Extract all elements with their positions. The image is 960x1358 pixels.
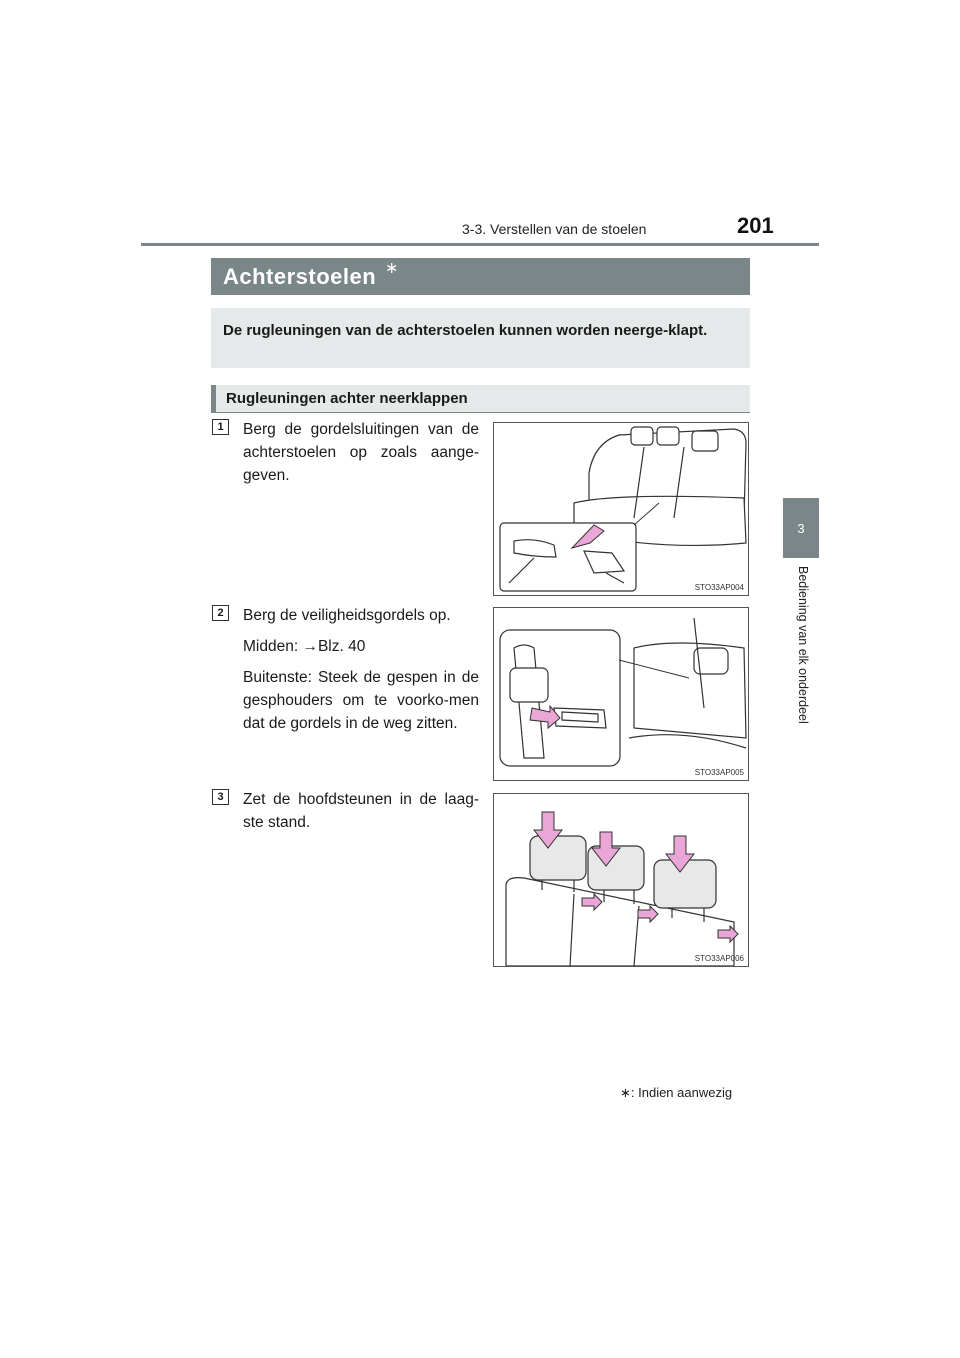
step-2-paragraph-1: Berg de veiligheidsgordels op. <box>243 607 451 624</box>
figure-seat-belt-holder <box>493 607 749 781</box>
figure-code: STO33AP005 <box>694 768 744 777</box>
figure-code: STO33AP004 <box>694 583 744 592</box>
section-title: Achterstoelen <box>223 264 377 289</box>
headrest-illustration <box>494 794 749 967</box>
step-number-1: 1 <box>212 419 229 435</box>
subsection-heading <box>211 385 750 413</box>
figure-seat-belt-buckles <box>493 422 749 596</box>
chapter-header: 3-3. Verstellen van de stoelen <box>462 221 647 237</box>
belt-holder-illustration <box>494 608 749 781</box>
header-divider <box>141 243 819 246</box>
step-2-paragraph-3: Buitenste: Steek de gespen in de gesphouders om te voorko-men dat de gordels in de weg zitten. <box>243 669 479 732</box>
step-2-text <box>243 604 479 743</box>
footnote: ∗: Indien aanwezig <box>620 1085 733 1100</box>
chapter-tab-number: 3 <box>797 520 805 536</box>
subsection-title: Rugleuningen achter neerklappen <box>226 390 468 407</box>
intro-box <box>211 308 750 368</box>
figure-code: STO33AP006 <box>694 954 744 963</box>
chapter-tab <box>783 498 819 558</box>
step-3-text <box>243 788 479 842</box>
step-1-paragraph: Berg de gordelsluitingen van de achterstoelen op zoals aange-geven. <box>243 421 479 484</box>
section-title-bar <box>211 258 750 295</box>
step-3-paragraph: Zet de hoofdsteunen in de laag-ste stand. <box>243 791 479 831</box>
seat-buckle-illustration <box>494 423 749 596</box>
step-2-paragraph-2: Midden: →Blz. 40 <box>243 638 366 655</box>
page-number: 201 <box>737 213 774 238</box>
step-number-3: 3 <box>212 789 229 805</box>
step-1-text <box>243 418 479 495</box>
intro-text: De rugleuningen van de achterstoelen kunnen worden neerge-klapt. <box>223 322 708 339</box>
figure-headrests-lowered <box>493 793 749 967</box>
optional-asterisk: ∗ <box>385 260 399 277</box>
step-number-2: 2 <box>212 605 229 621</box>
chapter-side-label: Bediening van elk onderdeel <box>796 566 810 724</box>
